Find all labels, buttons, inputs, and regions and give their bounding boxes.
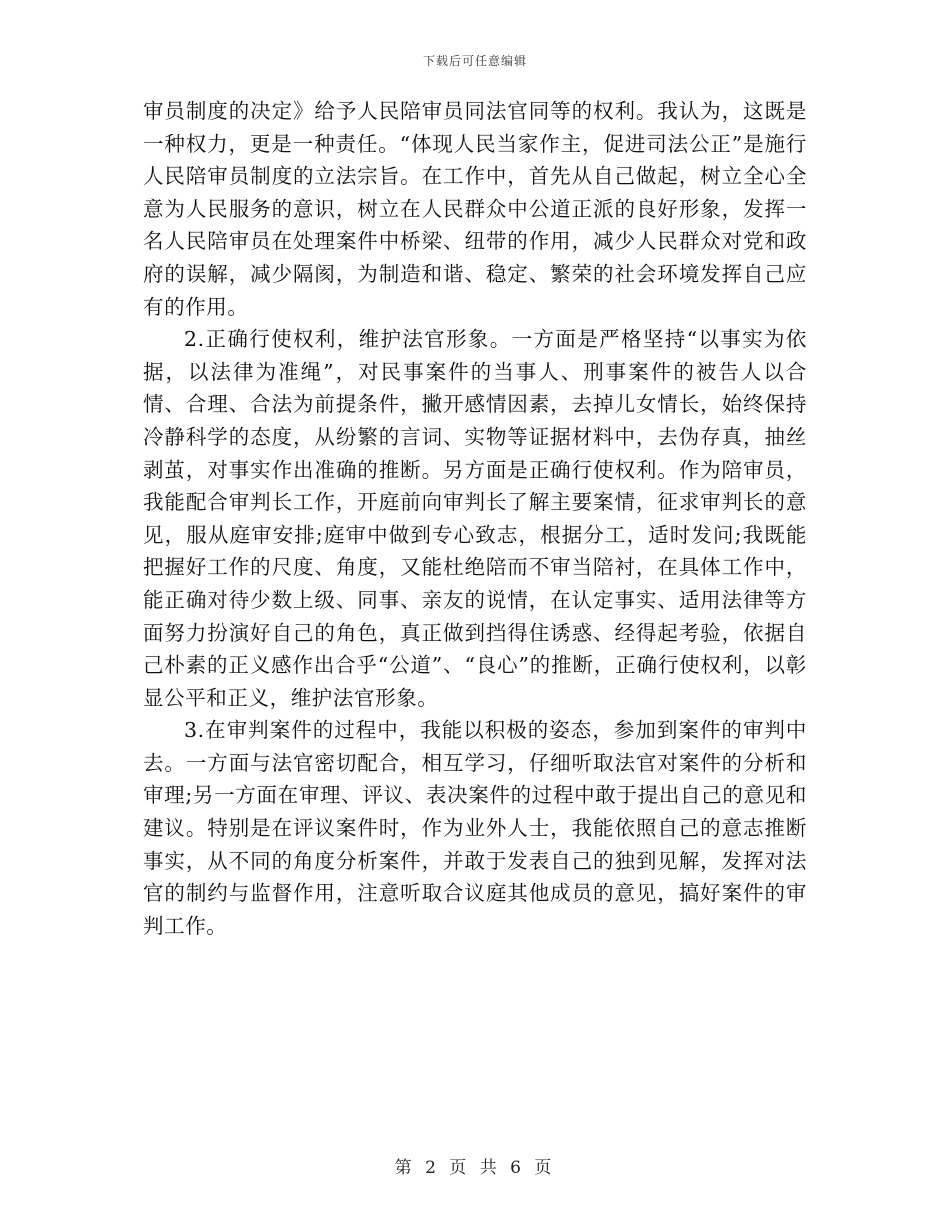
document-body bbox=[143, 95, 807, 942]
paragraph-item-2: 2.正确行使权利，维护法官形象。一方面是严格坚持“以事实为依据，以法律为准绳”，对民事案件的当事人、刑事案件的被告人以合情、合理、合法为前提条件，撇开感情因素，去掉儿女情长，始终保持冷静科学的态度，从纷繁的言词、实物等证据材料中，去伪存真，抽丝剥茧，对事实作出准确的推断。另方面是正确行使权利。作为陪审员，我能配合审判长工作，开庭前向审判长了解主要案情，征求审判长的意见，服从庭审安排;庭审中做到专心致志，根据分工，适时发问;我既能把握好工作的尺度、角度，又能杜绝陪而不审当陪衬，在具体工作中，能正确对待少数上级、同事、亲友的说情，在认定事实、适用法律等方面努力扮演好自己的角色，真正做到挡得住诱惑、经得起考验，依据自己朴素的正义感作出合乎“公道”、“良心”的推断，正确行使权利，以彰显公平和正义，维护法官形象。 bbox=[143, 327, 807, 710]
paragraph-continued: 审员制度的决定》给予人民陪审员同法官同等的权利。我认为，这既是一种权力，更是一种责任。“体现人民当家作主，促进司法公正”是施行人民陪审员制度的立法宗旨。在工作中，首先从自己做起，树立全心全意为人民服务的意识，树立在人民群众中公道正派的良好形象，发挥一名人民陪审员在处理案件中桥梁、纽带的作用，减少人民群众对党和政府的误解，减少隔阂，为制造和谐、稳定、繁荣的社会环境发挥自己应有的作用。 bbox=[143, 99, 807, 319]
paragraph-item-3: 3.在审判案件的过程中，我能以积极的姿态，参加到案件的审判中去。一方面与法官密切配合，相互学习，仔细听取法官对案件的分析和审理;另一方面在审理、评议、表决案件的过程中敢于提出自己的意见和建议。特别是在评议案件时，作为业外人士，我能依照自己的意志推断事实，从不同的角度分析案件，并敢于发表自己的独到见解，发挥对法官的制约与监督作用，注意听取合议庭其他成员的意见，搞好案件的审判工作。 bbox=[143, 718, 807, 938]
page-header: 下载后可任意编辑 bbox=[422, 54, 527, 68]
page-number: 第 2 页 共 6 页 bbox=[394, 1158, 556, 1178]
